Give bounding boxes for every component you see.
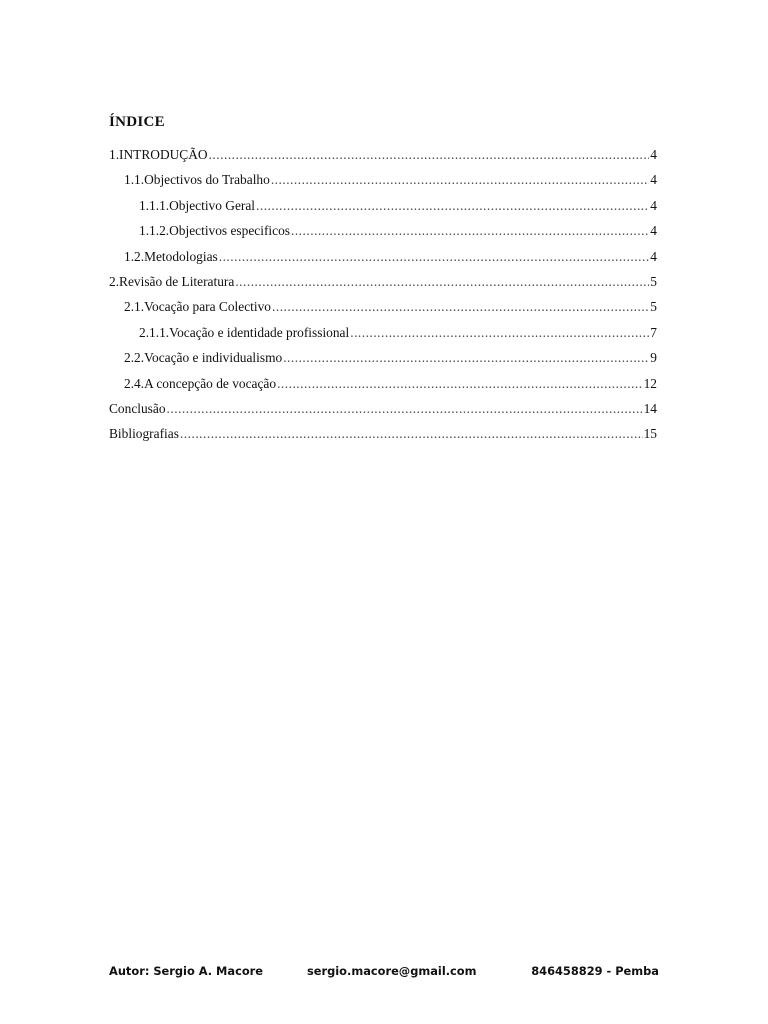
dot-leader: [167, 401, 643, 417]
dot-leader: [277, 376, 643, 392]
toc-entry-page: 9: [650, 350, 657, 366]
toc-entry-page: 15: [643, 426, 657, 442]
toc-entry-label: 2.1.Vocação para Colectivo: [124, 299, 271, 315]
toc-entry-page: 4: [650, 223, 657, 239]
toc-entry-label: 2.4.A concepção de vocação: [124, 375, 277, 391]
toc-entry-page: 7: [650, 324, 657, 340]
toc-entry[interactable]: [109, 274, 657, 299]
toc-entry[interactable]: [109, 147, 657, 172]
footer-author: Autor: Sergio A. Macore: [109, 964, 263, 978]
footer-email: sergio.macore@gmail.com: [307, 964, 477, 978]
toc-entry-page: 5: [650, 273, 657, 289]
dot-leader: [291, 223, 649, 239]
toc-entry-label: 1.1.1.Objectivo Geral: [139, 197, 256, 213]
toc-heading: ÍNDICE: [109, 114, 165, 130]
page-footer: [109, 964, 659, 982]
toc-entry-label: 2.2.Vocação e individualismo: [124, 350, 283, 366]
dot-leader: [235, 274, 649, 290]
toc-entry[interactable]: [109, 299, 657, 324]
dot-leader: [209, 147, 650, 163]
footer-phone: 846458829 - Pemba: [531, 964, 659, 978]
dot-leader: [350, 325, 649, 341]
toc-entry-page: 5: [650, 299, 657, 315]
toc-entry-label: 2.1.1.Vocação e identidade profissional: [139, 324, 350, 340]
toc-entry-page: 4: [650, 172, 657, 188]
dot-leader: [256, 198, 649, 214]
toc-entry[interactable]: [109, 401, 657, 426]
toc-entry-label: Bibliografias: [109, 426, 179, 442]
dot-leader: [219, 249, 650, 265]
toc-entry[interactable]: [109, 223, 657, 248]
dot-leader: [283, 350, 649, 366]
toc-entry[interactable]: [109, 350, 657, 375]
toc-entry-page: 12: [643, 375, 657, 391]
toc-entry-label: 1.1.Objectivos do Trabalho: [124, 172, 270, 188]
toc-entry-label: Conclusão: [109, 400, 166, 416]
dot-leader: [271, 172, 649, 188]
toc-entry[interactable]: [109, 376, 657, 401]
toc-entry[interactable]: [109, 172, 657, 197]
toc-entry[interactable]: [109, 426, 657, 451]
table-of-contents: [109, 147, 657, 452]
toc-entry[interactable]: [109, 198, 657, 223]
toc-entry-page: 14: [643, 400, 657, 416]
toc-entry[interactable]: [109, 249, 657, 274]
toc-entry-label: 1.2.Metodologias: [124, 248, 218, 264]
toc-entry-label: 2.Revisão de Literatura: [109, 273, 235, 289]
toc-entry-page: 4: [650, 147, 657, 162]
dot-leader: [180, 426, 643, 442]
toc-entry-label: 1.INTRODUÇÃO: [109, 147, 208, 162]
toc-entry-label: 1.1.2.Objectivos especificos: [139, 223, 290, 239]
toc-entry-page: 4: [650, 248, 657, 264]
toc-entry[interactable]: [109, 325, 657, 350]
dot-leader: [272, 299, 649, 315]
toc-entry-page: 4: [650, 197, 657, 213]
